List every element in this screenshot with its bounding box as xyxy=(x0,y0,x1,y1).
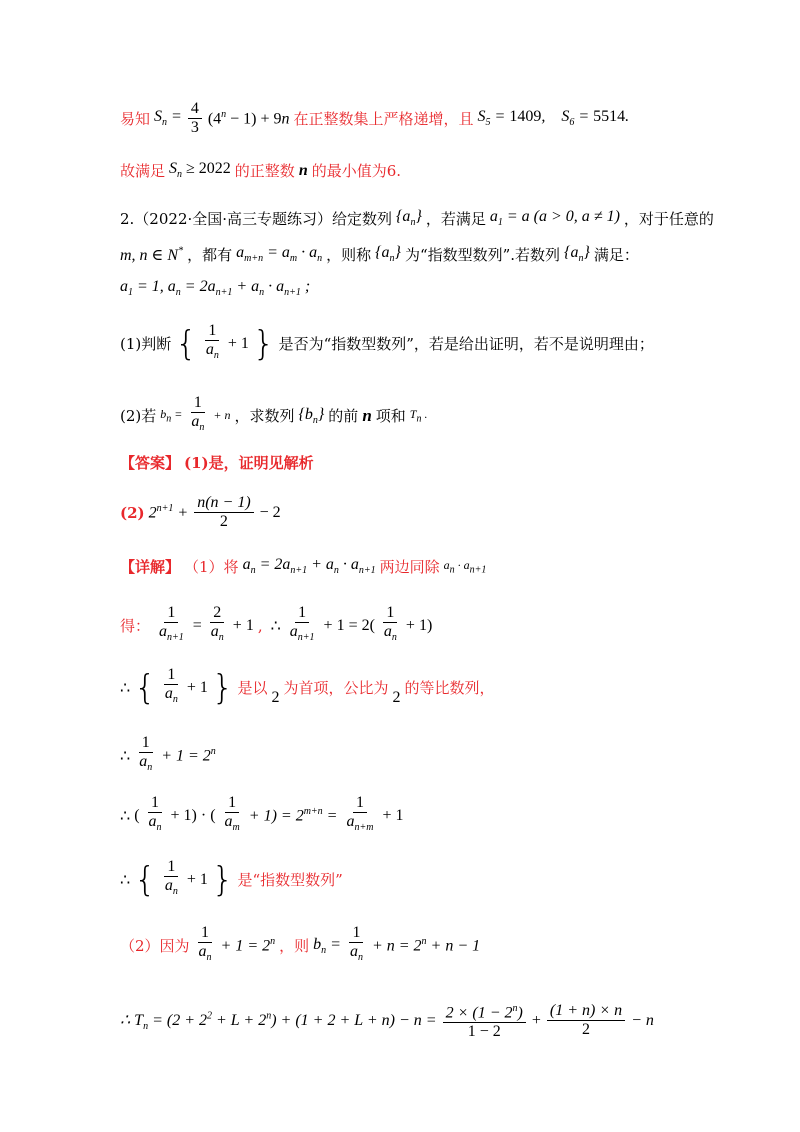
conclusion-line xyxy=(120,858,343,901)
text-q2-if: (2)若 xyxy=(120,407,157,426)
formula-am-n: $a_{m+n} = a_m \cdot a_n$ xyxy=(236,244,323,265)
frac-1-an1-b: $\frac{1}{a_{n+1}}$ xyxy=(289,604,315,644)
formula-tn-sum: ∴ $T_n = (2 + 2^2 + L + 2^n) + (1 + 2 + L + n) - n$ = xyxy=(120,1010,437,1032)
text-increasing: 在正整数集上严格递增，且 xyxy=(293,110,474,128)
text-for-any: ，对于任意的 xyxy=(623,210,714,228)
line-min-n xyxy=(120,160,401,181)
therefore-3: ∴ xyxy=(120,747,131,765)
formula-minus-2: − 2 xyxy=(259,503,281,521)
frac-1-an-g: $\frac{1}{a_n}$ xyxy=(198,924,212,964)
text-satisfies: 满足： xyxy=(593,246,639,264)
text-divide-both: 两边同除 xyxy=(379,558,440,576)
frac-1-anm: $\frac{1}{a_{n+m}}$ xyxy=(346,794,374,834)
text-exp-seq-def: 为“指数型数列”.若数列 xyxy=(404,246,561,264)
problem-2-line2 xyxy=(120,244,639,265)
eq-2: + 1 = 2( xyxy=(323,616,375,634)
formula-2mn: + $1) = 2^{m+n}$ = xyxy=(248,805,338,825)
frac-1-an-f: $\frac{1}{a_n}$ xyxy=(164,858,178,898)
paren-open: ( xyxy=(134,806,140,824)
text-is-exp-seq: 是“指数型数列” xyxy=(237,871,343,890)
frac-4-3: $\frac{4}{3}$ xyxy=(188,100,202,137)
therefore-4: ∴ xyxy=(120,807,131,825)
text-q1-judge: (1)判断 xyxy=(120,335,172,354)
frac-arith-sum: $\frac{(1 + n) \times n}{2}$ xyxy=(547,1002,625,1039)
frac-1-an-h: $\frac{1}{a_n}$ xyxy=(349,924,363,964)
formula-minus-n: − n xyxy=(631,1011,654,1029)
frac-1-an-d: $\frac{1}{a_n}$ xyxy=(139,734,153,774)
detail-line xyxy=(120,556,486,577)
frac-2-an: $\frac{2}{a_n}$ xyxy=(210,604,224,644)
text-problem-2-source: 2.（2022·全国·高三专题练习）给定数列 xyxy=(120,210,393,228)
text-sum: 项和 xyxy=(375,407,406,426)
text-get: 得： xyxy=(120,617,151,636)
times: + 1) · ( xyxy=(170,806,216,824)
derive-line xyxy=(120,604,432,647)
left-brace-3: { xyxy=(134,859,156,900)
problem-2-recurrence xyxy=(120,278,310,298)
answer-line xyxy=(120,452,314,473)
eq-sign: = xyxy=(192,616,202,634)
frac-geom-sum: $\frac{2 \times (1 - 2^n)}{1 - 2}$ xyxy=(443,1000,526,1041)
text-satisfy: 故满足 xyxy=(120,162,166,180)
question-1 xyxy=(120,322,654,365)
geometric-line xyxy=(120,666,495,709)
formula-seq-an-2: $\{a_n\}$ xyxy=(375,244,401,265)
formula-bn-result: + $n = 2^n + n - 1$ xyxy=(371,935,481,955)
plus-one-4: + 1 xyxy=(382,806,404,824)
formula-2n-b: + $1 = 2^n$ xyxy=(220,935,276,955)
plus-one-2: + 1 xyxy=(232,616,254,634)
answer-2-label: (2) xyxy=(120,503,145,522)
formula-bn-eq: $b_n$ = xyxy=(313,935,341,956)
right-brace-2: } xyxy=(211,667,234,708)
formula-tn: $T_n$ . xyxy=(409,406,428,425)
left-brace: { xyxy=(175,323,197,364)
part2-line xyxy=(120,924,480,967)
formula-sn-ge: $S_n \ge 2022$ xyxy=(169,160,231,181)
text-then: ，则 xyxy=(279,937,310,956)
detail-label: 【详解】 xyxy=(120,558,181,576)
formula-recurrence: $a_1 = 1$, $a_n = 2a_{n+1} + a_n \cdot a_{n+1}$ ; xyxy=(120,278,311,299)
left-brace-2: { xyxy=(134,667,156,708)
formula-2n: + $1 = 2^n$ xyxy=(161,745,216,765)
frac-1-an-b: $\frac{1}{a_n}$ xyxy=(383,604,397,644)
text-find-seq: ，求数列 xyxy=(234,407,295,426)
frac-1-an-c: $\frac{1}{a_n}$ xyxy=(164,666,178,706)
frac-1-an-e: $\frac{1}{a_n}$ xyxy=(148,794,162,834)
detail-step-1: （1）将 xyxy=(184,558,239,576)
answer-label: 【答案】 xyxy=(120,454,181,472)
formula-seq-an-3: $\{a_n\}$ xyxy=(564,244,590,265)
plus-sign: + xyxy=(531,1011,541,1029)
value-first-term: 2 xyxy=(271,688,280,706)
therefore: ∴ xyxy=(270,617,281,635)
text-is-with: 是以 xyxy=(237,679,268,698)
frac-1-am: $\frac{1}{a_m}$ xyxy=(224,794,240,834)
formula-2-pow: $2^{n+1}$ + xyxy=(148,502,189,522)
value-ratio: 2 xyxy=(392,688,401,706)
formula-sn: $S_n$ = xyxy=(154,108,182,129)
text-first-term-ratio: 为首项，公比为 xyxy=(283,679,389,698)
text-easy-know: 易知 xyxy=(120,110,151,128)
answer-1: (1)是，证明见解析 xyxy=(184,454,314,472)
plus-one: + 1 xyxy=(227,334,249,352)
text-geometric-seq: 的等比数列， xyxy=(404,679,495,698)
problem-2-header xyxy=(120,208,714,229)
plus-one-5: + 1 xyxy=(186,870,208,888)
formula-plus-n: + n xyxy=(213,408,231,423)
text-then-called: ，则称 xyxy=(326,246,372,264)
answer-2-line xyxy=(120,494,281,531)
text-first: 的前 xyxy=(328,407,359,426)
formula-recurrence-2: $a_n = 2a_{n+1} + a_n \cdot a_{n+1}$ xyxy=(242,556,376,577)
therefore-2: ∴ xyxy=(120,679,131,697)
therefore-5: ∴ xyxy=(120,871,131,889)
frac-n-n-1: $\frac{n(n - 1)}{2}$ xyxy=(194,494,253,531)
formula-bn: $b_n$ = xyxy=(160,406,183,425)
frac-1-an: $\frac{1}{a_n}$ xyxy=(205,322,219,362)
eq-2-close: + 1) xyxy=(405,616,433,634)
formula-seq-bn: $\{b_n\}$ xyxy=(298,405,325,426)
formula-an-an1: $a_n \cdot a_{n+1}$ xyxy=(443,557,487,576)
var-n: n xyxy=(298,161,308,179)
text-positive-integer: 的正整数 xyxy=(234,162,295,180)
plus-one-3: + 1 xyxy=(186,678,208,696)
comma: , xyxy=(257,616,263,635)
right-brace: } xyxy=(252,323,275,364)
formula-s5: $S_5 = 1409$, xyxy=(477,108,546,129)
var-n-q2: n xyxy=(362,405,372,425)
frac-1-an1: $\frac{1}{a_{n+1}}$ xyxy=(159,604,184,644)
text-if-satisfy: ，若满足 xyxy=(425,210,486,228)
question-2 xyxy=(120,394,427,437)
formula-seq-an: $\{a_n\}$ xyxy=(396,208,422,229)
formula-mn-in-n: m, n ∈ N* xyxy=(120,245,184,264)
text-all-have: ，都有 xyxy=(187,246,233,264)
formula-s6: $S_6 = 5514$. xyxy=(561,108,630,129)
right-brace-3: } xyxy=(211,859,234,900)
text-min-value: 的最小值为6. xyxy=(311,162,402,180)
text-because: （2）因为 xyxy=(120,937,190,956)
result-line-2 xyxy=(120,794,403,837)
frac-1-an-q2: $\frac{1}{a_n}$ xyxy=(191,394,205,434)
formula-sn-rest: $(4^n - 1) + 9n$ xyxy=(207,108,290,128)
line-monotone-claim xyxy=(120,100,629,137)
sum-line xyxy=(120,1000,654,1041)
result-line-1 xyxy=(120,734,216,777)
text-q1-question: 是否为“指数型数列”，若是给出证明，若不是说明理由； xyxy=(278,335,654,354)
formula-a1-cond: $a_1 = a$ (a > 0, a ≠ 1) xyxy=(489,208,620,229)
